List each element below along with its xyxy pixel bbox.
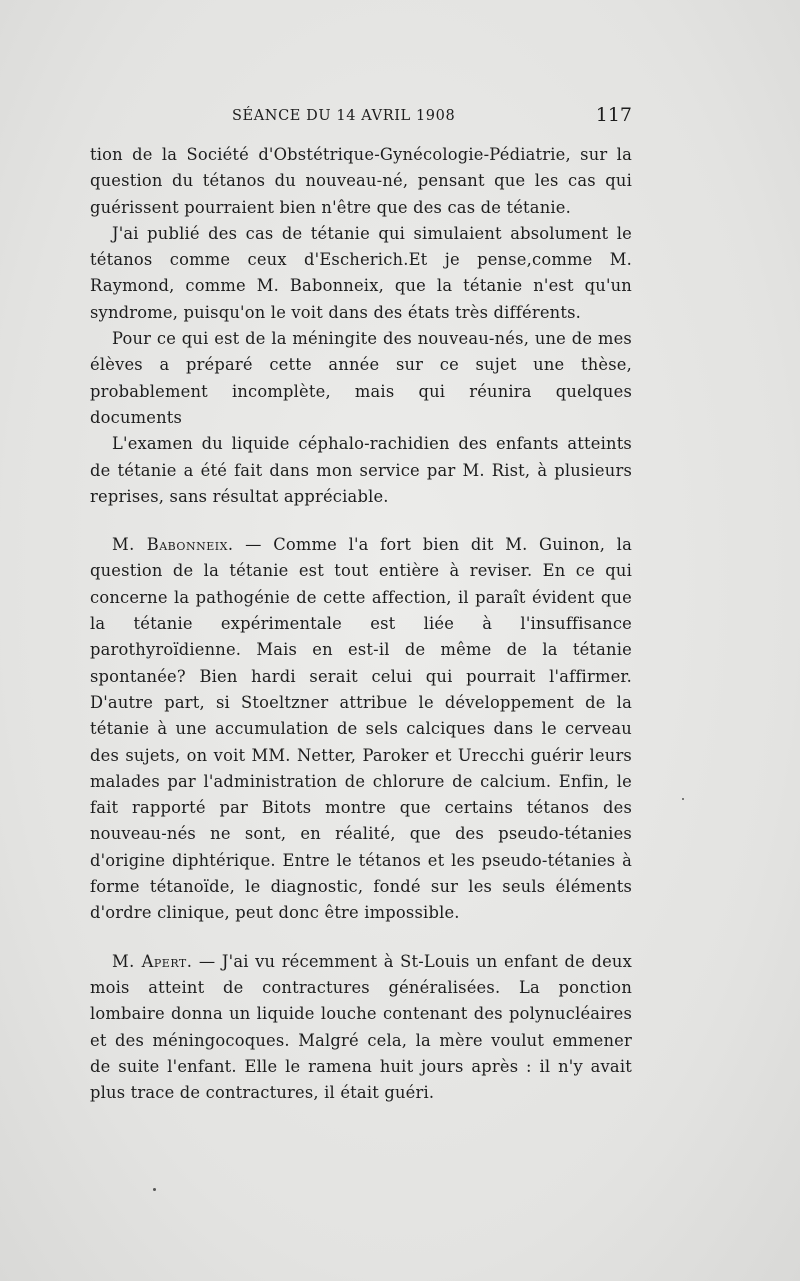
speaker-text: — J'ai vu récemment à St-Louis un enfant de deux mois atteint de contractures généralisées. La ponction lombaire donna un liquide louche contenant des polynucléaires et des méningocoques. Malgré cela, la mère voulut emmener de suite l'enfant. Elle le ramena huit jours après : il n'y avait plus trace de contractures, il était guéri. <box>90 951 632 1103</box>
speaker-paragraph-babonneix <box>90 532 632 926</box>
speaker-name: M. Apert. <box>112 951 193 971</box>
speaker-text: — Comme l'a fort bien dit M. Guinon, la question de la tétanie est tout entière à reviser. En ce qui concerne la pathogénie de cette affection, il paraît évident que la tétanie expérimentale est liée à l'insuffisance parothyroïdienne. Mais en est-il de même de la tétanie spontanée? Bien hardi serait celui qui pourrait l'affirmer. D'autre part, si Stoeltzner attribue le développement de la tétanie à une accumulation de sels calciques dans le cerveau des sujets, on voit MM. Netter, Paroker et Urecchi guérir leurs malades par l'administration de chlorure de calcium. Enfin, le fait rapporté par Bitots montre que certains tétanos des nouveau-nés ne sont, en réalité, que des pseudo-tétanies d'origine diphtérique. Entre le tétanos et les pseudo-tétanies à forme tétanoïde, le diagnostic, fondé sur les seuls éléments d'ordre clinique, peut donc être impossible. <box>90 535 632 923</box>
paper-speck <box>153 1188 156 1191</box>
running-head-title: SÉANCE DU 14 AVRIL 1908 <box>232 108 456 124</box>
paragraph: J'ai publié des cas de tétanie qui simulaient absolument le tétanos comme ceux d'Escherich.Et je pense,comme M. Raymond, comme M. Babonneix, que la tétanie n'est qu'un syndrome, puisqu'on le voit dans des états très différents. <box>90 223 632 322</box>
speaker-paragraph-apert <box>90 949 632 1107</box>
page-number: 117 <box>595 104 632 126</box>
running-head <box>90 104 632 130</box>
paragraph-continuation: tion de la Société d'Obstétrique-Gynécologie-Pédiatrie, sur la question du tétanos du nouveau-né, pensant que les cas qui guérissent pourraient bien n'être que des cas de tétanie. <box>90 145 632 217</box>
speaker-name: M. Babonneix. <box>112 535 234 555</box>
paragraph: Pour ce qui est de la méningite des nouveau-nés, une de mes élèves a préparé cette année sur ce sujet une thèse, probablement incomplète, mais qui réunira quelques documents <box>90 329 632 427</box>
paper-speck <box>682 798 684 800</box>
body-text <box>90 142 632 1106</box>
paragraph: L'examen du liquide céphalo-rachidien des enfants atteints de tétanie a été fait dans mon service par M. Rist, à plusieurs reprises, sans résultat appréciable. <box>90 434 632 506</box>
